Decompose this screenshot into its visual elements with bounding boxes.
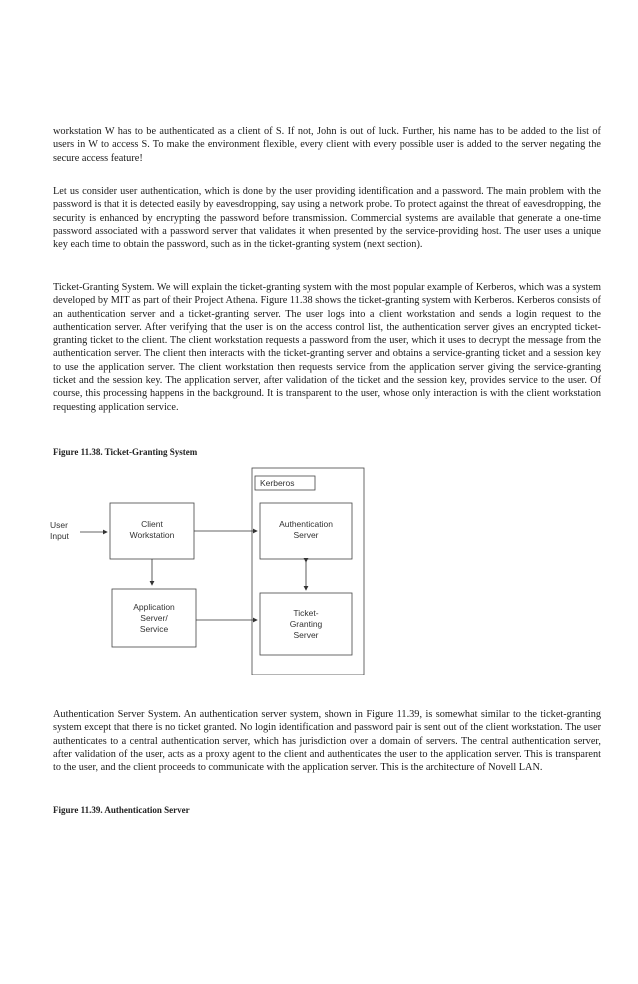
ticket-granting-diagram xyxy=(50,465,370,675)
tgs-line2: Granting xyxy=(289,619,323,629)
figure-caption-11-38: Figure 11.38. Ticket-Granting System xyxy=(53,447,198,457)
authentication-server-line1: Authentication xyxy=(279,519,333,529)
authentication-server-line2: Server xyxy=(293,530,319,540)
paragraph-ticket-granting: Ticket-Granting System. We will explain the ticket-granting system with the most popular example of Kerberos, which was a system developed by MIT as part of their Project Athena. Figure 11.38 shows the ticket-granting system with Kerberos. Kerberos consists of an authentication server and a ticket-granting server. The user logs into a client workstation and sends a login request to the authentication server. After verifying that the user is on the access control list, the authentication server gives an encrypted ticket-granting ticket to the client. The client workstation requests a password from the user, which it uses to decrypt the message from the authentication server. The client then interacts with the ticket-granting server and obtains a service-granting ticket and a session key to use the application server. The client workstation then requests service from the application server giving the service-granting ticket and the session key. The application server, after validation of the ticket and the session key, provides service to the user. Of course, this processing happens in the background. It is transparent to the user, whose only interaction is with the client workstation requesting application service. xyxy=(53,282,601,413)
application-server-line3: Service xyxy=(139,624,169,634)
paragraph-authentication-server: Authentication Server System. An authentication server system, shown in Figure 11.39, is somewhat similar to the ticket-granting system except that there is no ticket granted. No login identification and password pair is sent out of the client workstation. The user authenticates to a central authentication server, which has jurisdiction over a domain of servers. The central authentication server, after validation of the user, acts as a proxy agent to the client and authenticates the user to the application server. This is transparent to the user, and the client proceeds to communicate with the application server. This is the architecture of Novell LAN. xyxy=(53,709,601,774)
paragraph-user-authentication: Let us consider user authentication, which is done by the user providing identification and a password. The main problem with the password is that it is detected easily by eavesdropping, say using a network probe. To protect against the threat of eavesdropping, the security is enhanced by encrypting the password before transmission. Commercial systems are available that generate a one-time password associated with a password server that validates it when presented by the service-providing host. The user uses a unique key each time to obtain the password, such as in the ticket-granting system (next section). xyxy=(53,186,601,251)
kerberos-boundary xyxy=(252,468,364,675)
application-server-line1: Application xyxy=(133,602,175,612)
kerberos-label: Kerberos xyxy=(260,478,295,488)
paragraph-intro: workstation W has to be authenticated as a client of S. If not, John is out of luck. Further, his name has to be added to the list of users in W to access S. To make the environment flexible, every client with every possible user is added to the server negating the secure access feature! xyxy=(53,126,601,164)
tgs-line1: Ticket- xyxy=(293,608,319,618)
application-server-line2: Server/ xyxy=(140,613,168,623)
user-input-label-line1: User xyxy=(50,520,68,530)
tgs-line3: Server xyxy=(293,630,319,640)
client-workstation-line2: Workstation xyxy=(129,530,175,540)
user-input-label-line2: Input xyxy=(50,531,69,541)
figure-caption-11-39: Figure 11.39. Authentication Server xyxy=(53,805,190,815)
client-workstation-line1: Client xyxy=(141,519,163,529)
